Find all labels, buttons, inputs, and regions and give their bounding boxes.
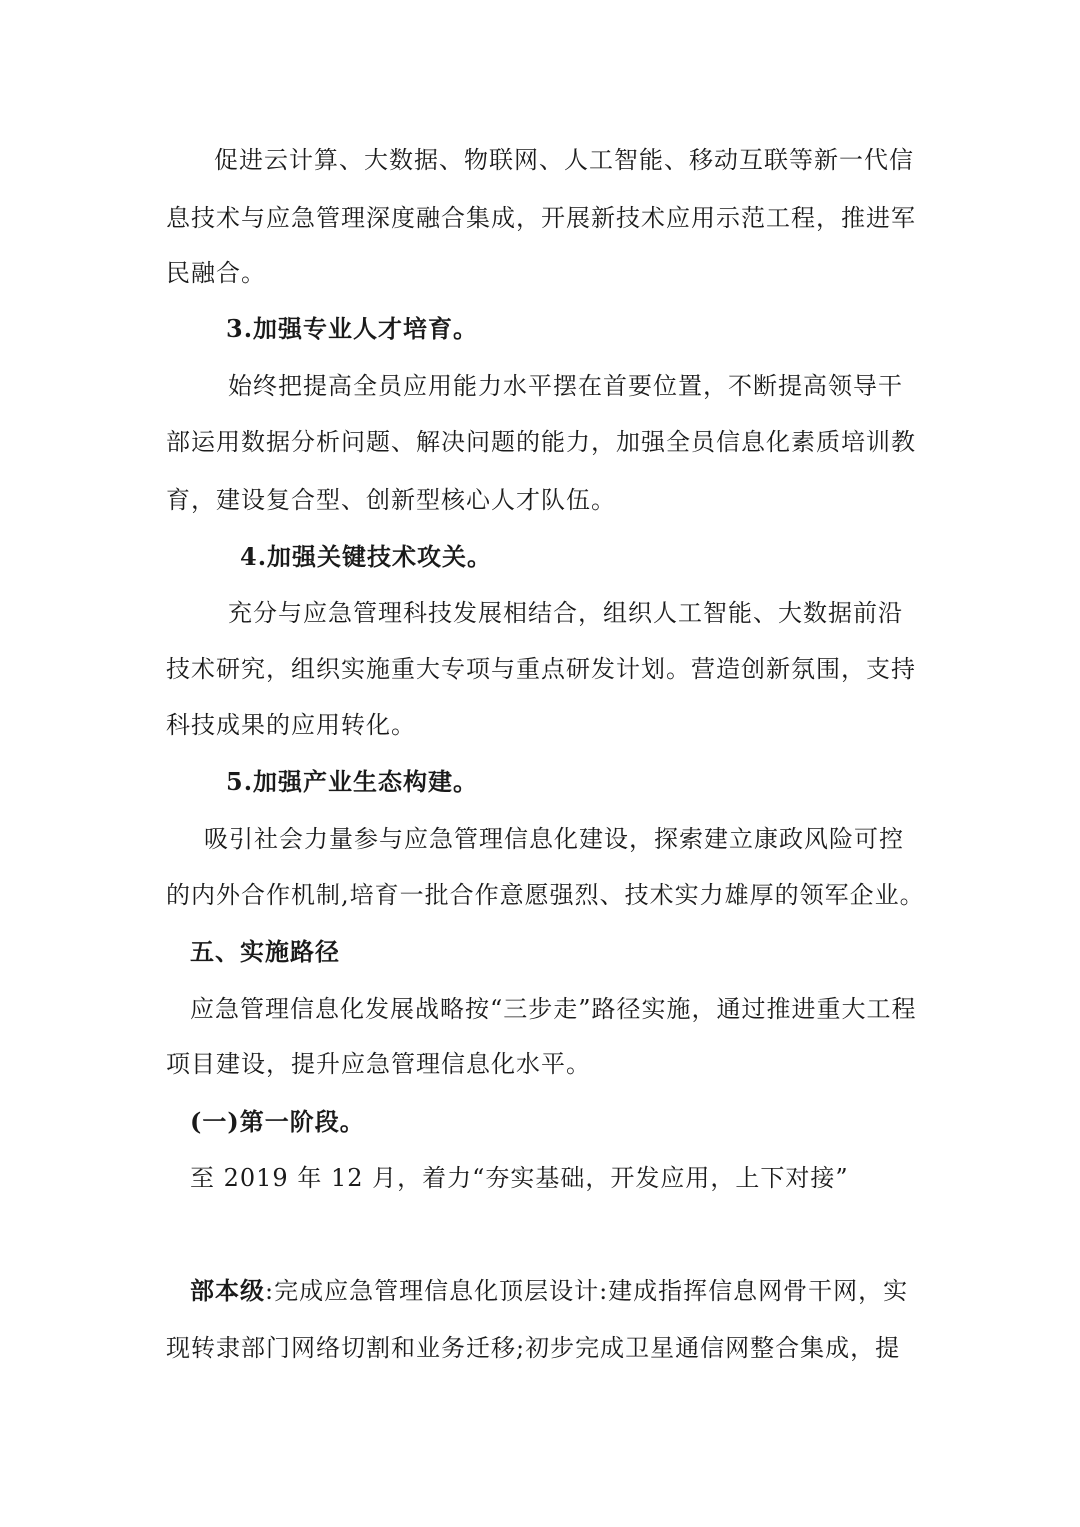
paragraph-line: 始终把提高全员应用能力水平摆在首要位置，不断提高领导干	[228, 372, 903, 400]
paragraph-line: 充分与应急管理科技发展相结合，组织人工智能、大数据前沿	[228, 599, 903, 627]
paragraph-line: 促进云计算、大数据、物联网、人工智能、移动互联等新一代信	[214, 146, 914, 174]
paragraph-line: 息技术与应急管理深度融合集成，开展新技术应用示范工程，推进军	[166, 204, 916, 232]
section-heading: 5.加强产业生态构建。	[226, 767, 479, 796]
paragraph-text: :完成应急管理信息化顶层设计:建成指挥信息网骨干网，实	[265, 1277, 909, 1305]
paragraph-line	[190, 1275, 908, 1307]
paragraph-line: 技术研究，组织实施重大专项与重点研发计划。营造创新氛围，支持	[166, 655, 916, 683]
paragraph-line: 科技成果的应用转化。	[166, 711, 416, 739]
paragraph-line: 育，建设复合型、创新型核心人才队伍。	[166, 486, 616, 514]
section-heading: 4.加强关键技术攻关。	[240, 542, 493, 571]
paragraph-line: 民融合。	[166, 259, 266, 287]
paragraph-line: 的内外合作机制,培育一批合作意愿强烈、技术实力雄厚的领军企业。	[166, 881, 925, 909]
bold-label: 部本级	[190, 1276, 265, 1305]
section-heading: 3.加强专业人才培育。	[226, 314, 479, 343]
subsection-heading: (一)第一阶段。	[190, 1107, 365, 1136]
paragraph-line: 至 2019 年 12 月，着力“夯实基础，开发应用，上下对接”	[190, 1164, 849, 1192]
paragraph-line: 应急管理信息化发展战略按“三步走”路径实施，通过推进重大工程	[190, 995, 917, 1023]
paragraph-line: 吸引社会力量参与应急管理信息化建设，探索建立康政风险可控	[204, 825, 904, 853]
paragraph-line: 现转隶部门网络切割和业务迁移;初步完成卫星通信网整合集成，提	[166, 1334, 901, 1362]
paragraph-line: 项目建设，提升应急管理信息化水平。	[166, 1050, 591, 1078]
paragraph-line: 部运用数据分析问题、解决问题的能力，加强全员信息化素质培训教	[166, 428, 916, 456]
chapter-heading: 五、实施路径	[190, 937, 340, 966]
